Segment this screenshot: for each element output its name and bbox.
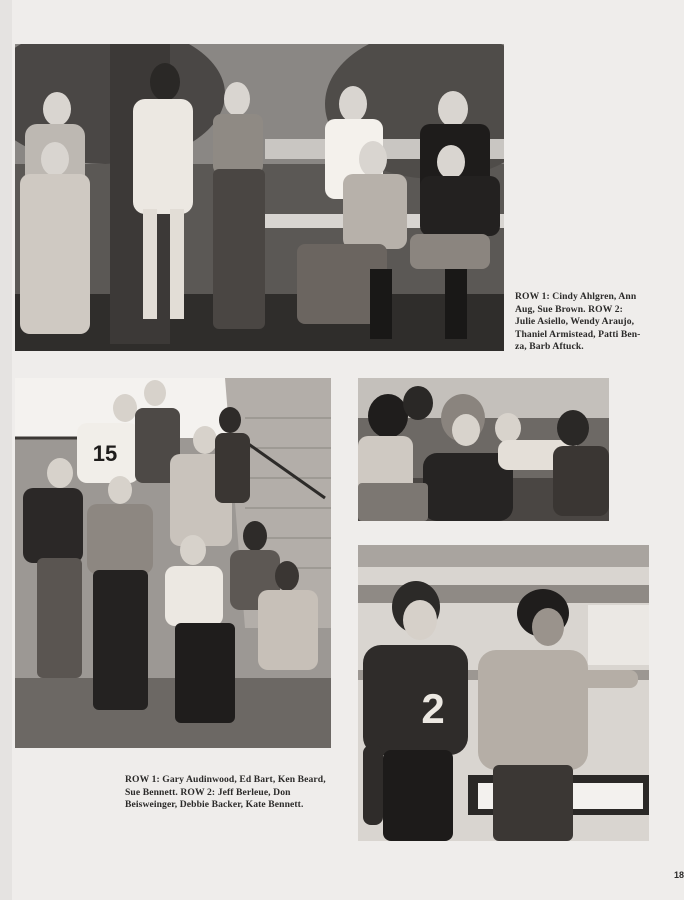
jersey-number-2: 2 xyxy=(421,685,445,732)
caption-line: Beisweinger, Debbie Backer, Kate Bennett. xyxy=(125,799,304,811)
jersey-number-15: 15 xyxy=(92,441,118,466)
caption-line: ROW 1: Cindy Ahlgren, Ann xyxy=(515,291,637,302)
caption-top-photo xyxy=(515,291,651,354)
binding-gutter xyxy=(0,0,12,900)
candid-photo-football-jersey xyxy=(358,545,649,841)
page-number: 18 xyxy=(673,870,684,880)
group-photo-girls xyxy=(15,44,504,351)
caption-line: ROW 1: Gary Audinwood, Ed Bart, Ken Beard, xyxy=(125,774,326,785)
caption-bottom-photo xyxy=(125,774,337,812)
caption-line: za, Barb Aftuck. xyxy=(515,341,584,353)
caption-line: Sue Bennett. ROW 2: Jeff Berleue, Don xyxy=(125,786,291,798)
candid-photo-bleachers xyxy=(358,378,609,521)
caption-line: Thaniel Armistead, Patti Ben- xyxy=(515,328,641,340)
caption-line: Aug, Sue Brown. ROW 2: xyxy=(515,303,623,315)
caption-line: Julie Asiello, Wendy Araujo, xyxy=(515,316,635,328)
group-photo-stairs xyxy=(15,378,331,748)
